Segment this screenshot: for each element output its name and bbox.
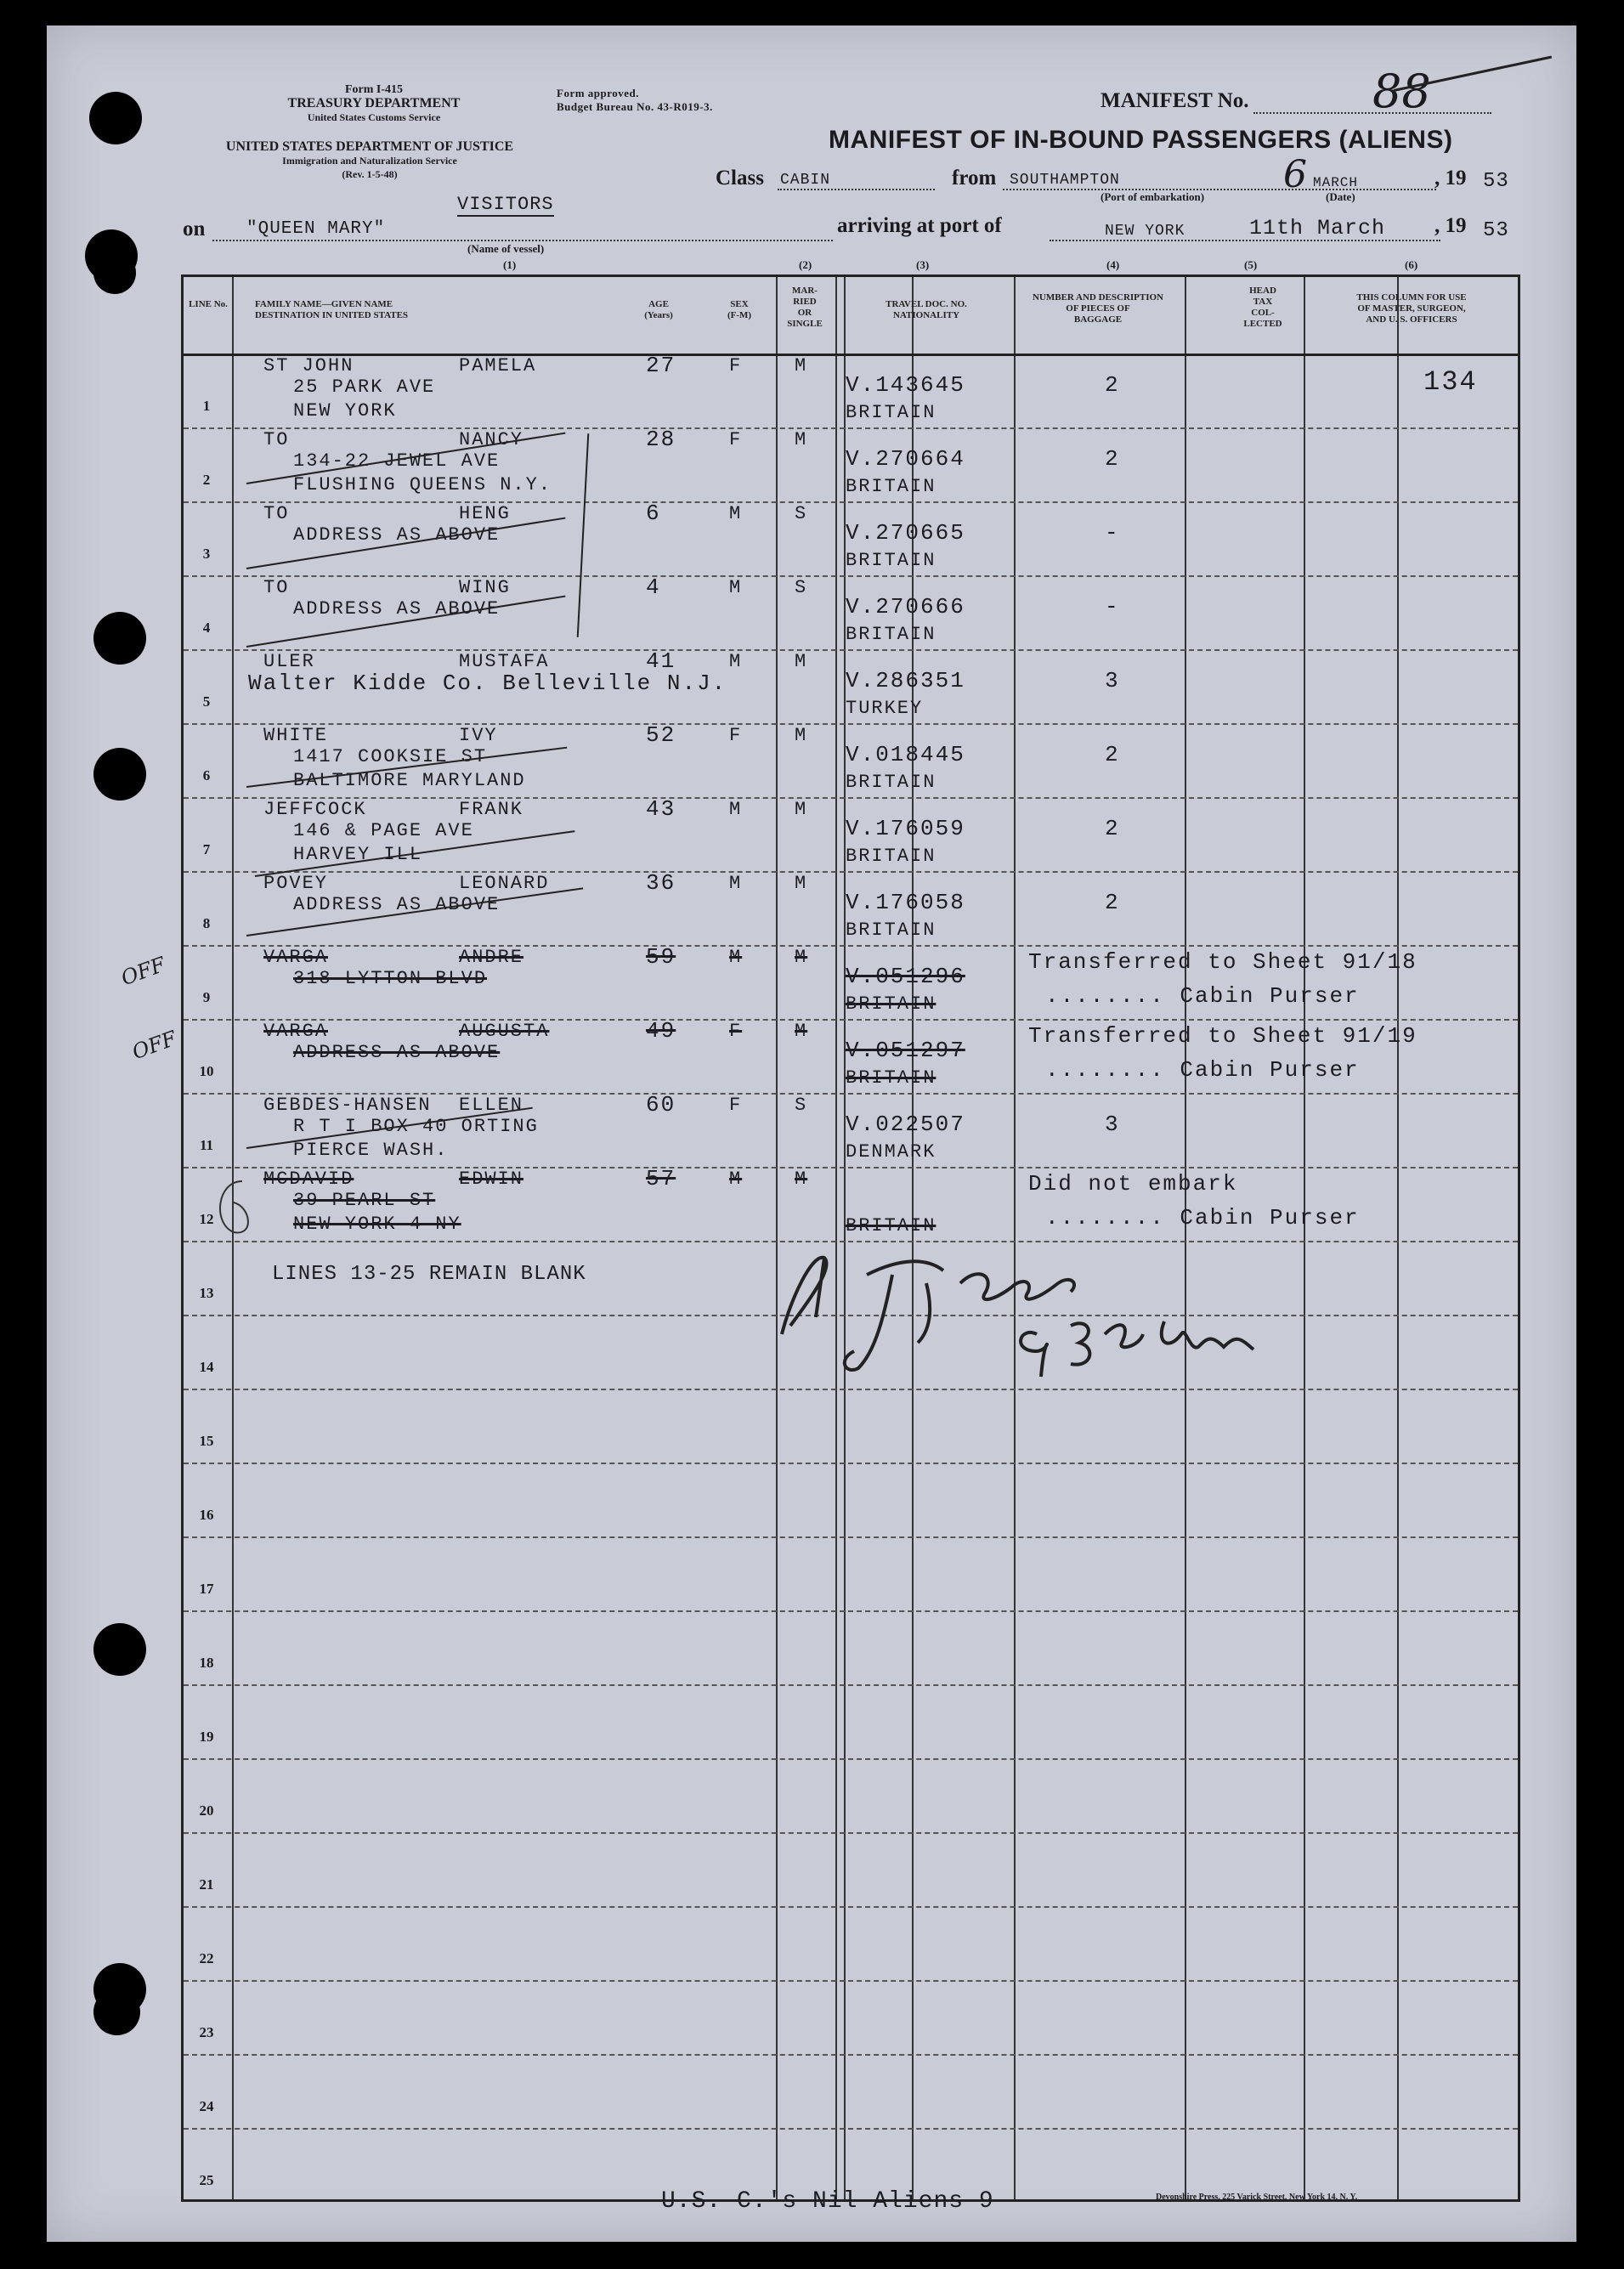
form-revision: (Rev. 1-5-48) [342, 168, 398, 180]
punch-hole [93, 748, 146, 801]
passenger-nationality: BRITAIN [846, 550, 936, 571]
row-divider [184, 649, 1518, 651]
passenger-family-name: ULER [263, 651, 315, 672]
passenger-given-name: ANDRE [459, 947, 524, 968]
passenger-address: ADDRESS AS ABOVE [293, 598, 501, 620]
passenger-nationality: BRITAIN [846, 402, 936, 423]
passenger-age: 49 [646, 1018, 676, 1044]
passenger-address: 318 LYTTON BLVD [293, 968, 488, 989]
line-number: 12 [199, 1211, 214, 1227]
vessel-caption: (Name of vessel) [467, 242, 545, 255]
line-number: 8 [202, 915, 211, 931]
passenger-family-name: POVEY [263, 873, 329, 894]
passenger-family-name: VARGA [263, 1021, 329, 1042]
passenger-address-city: NEW YORK 4 NY [293, 1214, 461, 1235]
from-fill [1003, 189, 1436, 190]
passenger-family-name: WHITE [263, 725, 329, 746]
line-number: 9 [202, 989, 211, 1005]
header-officers: THIS COLUMN FOR USE OF MASTER, SURGEON, AND U. S. OFFICERS [1356, 292, 1467, 325]
passenger-given-name: FRANK [459, 799, 524, 820]
passenger-sex: M [729, 947, 743, 968]
col-num-4: (4) [1106, 258, 1120, 271]
class-value: CABIN [780, 172, 831, 189]
passenger-age: 43 [646, 796, 676, 822]
line-number: 23 [199, 2024, 214, 2040]
passenger-given-name: HENG [459, 503, 511, 524]
punch-hole [89, 92, 142, 144]
line-number: 25 [199, 2172, 214, 2188]
passenger-sex: F [729, 725, 743, 746]
passenger-address: 146 & PAGE AVE [293, 820, 474, 841]
passenger-address-city: HARVEY ILL [293, 844, 423, 865]
passenger-address: 25 PARK AVE [293, 376, 436, 398]
line-number: 3 [202, 546, 211, 562]
travel-doc-number: V.270664 [846, 446, 965, 472]
margin-off-note: OFF [128, 1026, 180, 1065]
row-divider [184, 1906, 1518, 1908]
row-divider [184, 575, 1518, 577]
passenger-marital-status: M [795, 873, 808, 894]
passenger-marital-status: M [795, 651, 808, 672]
line-number: 19 [199, 1729, 214, 1745]
passenger-nationality: BRITAIN [846, 476, 936, 497]
passenger-sex: F [729, 1021, 743, 1042]
passenger-nationality: TURKEY [846, 698, 924, 719]
passenger-address: Walter Kidde Co. Belleville N.J. [248, 671, 727, 696]
baggage-count: - [1105, 594, 1120, 620]
row-divider [184, 501, 1518, 503]
arriving-label: arriving at port of [837, 214, 1002, 237]
visitors-label: VISITORS [457, 194, 554, 215]
line-number: 17 [199, 1581, 214, 1597]
travel-doc-number: V.286351 [846, 668, 965, 693]
passenger-address-city: FLUSHING QUEENS N.Y. [293, 474, 552, 495]
passenger-age: 6 [646, 501, 661, 526]
line-number: 21 [199, 1876, 214, 1893]
passenger-given-name: ELLEN [459, 1095, 524, 1116]
customs-stamp: U.S. C.'s Nil Aliens 9 [661, 2188, 994, 2215]
passenger-sex: M [729, 503, 743, 524]
travel-doc-number: V.176058 [846, 890, 965, 915]
row-divider [184, 1758, 1518, 1760]
justice-dept: UNITED STATES DEPARTMENT OF JUSTICE [225, 139, 514, 154]
row-divider [184, 1536, 1518, 1538]
purser-note: Transferred to Sheet 91/19 [1028, 1023, 1417, 1049]
passenger-age: 59 [646, 944, 676, 970]
passenger-given-name: IVY [459, 725, 498, 746]
inspector-signature [765, 1224, 1377, 1394]
header-head-tax: HEAD TAX COL- LECTED [1243, 286, 1282, 329]
passenger-address-city: BALTIMORE MARYLAND [293, 770, 526, 791]
passenger-given-name: PAMELA [459, 355, 537, 376]
passenger-marital-status: M [795, 947, 808, 968]
justice-block [174, 140, 565, 181]
header-gov-block [238, 83, 510, 124]
line-number: 13 [199, 1285, 214, 1301]
baggage-count: 3 [1105, 1112, 1120, 1137]
row-divider [184, 2054, 1518, 2056]
passenger-marital-status: S [795, 577, 808, 598]
arrival-port: NEW YORK [1105, 223, 1185, 240]
passenger-nationality: BRITAIN [846, 624, 936, 645]
baggage-count: 2 [1105, 816, 1120, 841]
passenger-nationality: BRITAIN [846, 846, 936, 867]
row-divider [184, 723, 1518, 725]
line-number: 20 [199, 1802, 214, 1819]
passenger-address: 134-22 JEWEL AVE [293, 450, 501, 472]
passenger-family-name: ST JOHN [263, 355, 354, 376]
passenger-marital-status: M [795, 1168, 808, 1190]
passenger-age: 28 [646, 427, 676, 452]
passenger-marital-status: M [795, 429, 808, 450]
passenger-marital-status: M [795, 355, 808, 376]
row-divider [184, 1980, 1518, 1982]
passenger-address: R T I BOX 40 ORTING [293, 1116, 539, 1137]
baggage-count: 2 [1105, 372, 1120, 398]
row-divider [184, 1019, 1518, 1021]
passenger-given-name: LEONARD [459, 873, 550, 894]
purser-signoff: ........ Cabin Purser [1045, 1057, 1360, 1083]
passenger-address: ADDRESS AS ABOVE [293, 894, 501, 915]
manifest-no-label: MANIFEST No. [1101, 89, 1249, 112]
passenger-sex: F [729, 429, 743, 450]
embark-port: SOUTHAMPTON [1010, 172, 1120, 189]
passenger-sex: M [729, 873, 743, 894]
travel-doc-number: V.176059 [846, 816, 965, 841]
passenger-address-city: NEW YORK [293, 400, 397, 422]
class-fill [778, 189, 935, 190]
passenger-nationality: DENMARK [846, 1141, 936, 1163]
passenger-address-city: PIERCE WASH. [293, 1140, 449, 1161]
col-num-5: (5) [1244, 258, 1258, 271]
header-married: MAR- RIED OR SINGLE [787, 286, 823, 329]
col-num-6: (6) [1405, 258, 1418, 271]
embark-year: 53 [1483, 170, 1509, 193]
line-number: 7 [202, 841, 211, 857]
row-divider [184, 945, 1518, 947]
passenger-family-name: MCDAVID [263, 1168, 354, 1190]
passenger-sex: M [729, 1168, 743, 1190]
line-number: 4 [202, 620, 211, 636]
passenger-address: ADDRESS AS ABOVE [293, 1042, 501, 1063]
passenger-marital-status: S [795, 503, 808, 524]
passenger-sex: F [729, 355, 743, 376]
line-number: 16 [199, 1507, 214, 1523]
col-num-3: (3) [916, 258, 930, 271]
ins-service: Immigration and Naturalization Service [282, 155, 457, 167]
form-number: Form I-415 [344, 83, 404, 96]
line-number: 14 [199, 1359, 214, 1375]
from-label: from [952, 167, 997, 190]
line-number: 1 [202, 398, 211, 414]
vessel-name: "QUEEN MARY" [246, 219, 386, 239]
line-number: 2 [202, 472, 211, 488]
row-divider [184, 2128, 1518, 2130]
travel-doc-number: V.270665 [846, 520, 965, 546]
row-divider [184, 871, 1518, 873]
line-number: 10 [199, 1063, 214, 1079]
row-divider [184, 1832, 1518, 1834]
col-num-2: (2) [799, 258, 812, 271]
blank-lines-note: LINES 13-25 REMAIN BLANK [272, 1263, 586, 1286]
row-divider [184, 1463, 1518, 1464]
passenger-family-name: TO [263, 503, 290, 524]
passenger-sex: M [729, 799, 743, 820]
passenger-marital-status: S [795, 1095, 808, 1116]
budget-bureau: Budget Bureau No. 43-R019-3. [557, 100, 713, 113]
passenger-marital-status: M [795, 1021, 808, 1042]
embark-year-prefix: , 19 [1434, 167, 1467, 190]
purser-signoff: ........ Cabin Purser [1045, 1205, 1360, 1231]
embark-caption: (Port of embarkation) [1101, 190, 1205, 203]
passenger-age: 41 [646, 648, 676, 674]
passenger-nationality: BRITAIN [846, 772, 936, 793]
line-number: 15 [199, 1433, 214, 1449]
date-caption: (Date) [1326, 190, 1355, 203]
header-sex: SEX (F-M) [727, 299, 752, 320]
passenger-address: 39 PEARL ST [293, 1190, 436, 1211]
passenger-family-name: TO [263, 577, 290, 598]
passenger-marital-status: M [795, 725, 808, 746]
vessel-fill [212, 240, 833, 241]
printer-imprint: Devonshire Press, 225 Varick Street, New York 14, N. Y. [1156, 2193, 1358, 2202]
col-num-1: (1) [503, 258, 517, 271]
passenger-given-name: WING [459, 577, 511, 598]
baggage-count: 2 [1105, 742, 1120, 767]
passenger-nationality: BRITAIN [846, 1067, 936, 1089]
customs-service: United States Customs Service [307, 111, 441, 123]
passenger-sex: M [729, 577, 743, 598]
header-baggage: NUMBER AND DESCRIPTION OF PIECES OF BAGGAGE [1032, 292, 1164, 325]
arrival-year-prefix: , 19 [1434, 214, 1467, 237]
travel-doc-number: V.270666 [846, 594, 965, 620]
purser-signoff: ........ Cabin Purser [1045, 983, 1360, 1009]
travel-doc-number: V.022507 [846, 1112, 965, 1137]
passenger-family-name: GEBDES-HANSEN [263, 1095, 432, 1116]
row-divider [184, 797, 1518, 799]
on-label: on [183, 218, 206, 240]
line-number: 24 [199, 2098, 214, 2114]
line-12-circle-mark [208, 1173, 259, 1241]
passenger-family-name: TO [263, 429, 290, 450]
baggage-count: 2 [1105, 890, 1120, 915]
embark-month: MARCH [1313, 175, 1359, 190]
manifest-title: MANIFEST OF IN-BOUND PASSENGERS (ALIENS) [829, 126, 1453, 154]
passenger-marital-status: M [795, 799, 808, 820]
passenger-age: 60 [646, 1092, 676, 1118]
baggage-count: 3 [1105, 668, 1120, 693]
travel-doc-number: V.051297 [846, 1038, 965, 1063]
purser-note: Did not embark [1028, 1171, 1238, 1197]
officer-count: 134 [1423, 366, 1478, 398]
passenger-age: 52 [646, 722, 676, 748]
line-number: 18 [199, 1655, 214, 1671]
purser-note: Transferred to Sheet 91/18 [1028, 949, 1417, 975]
header-travel-doc: TRAVEL DOC. NO. NATIONALITY [886, 299, 967, 320]
embark-day: 6 [1283, 153, 1307, 196]
passenger-nationality: BRITAIN [846, 1215, 936, 1236]
punch-hole [93, 252, 136, 294]
header-age: AGE (Years) [644, 299, 673, 320]
punch-hole [93, 1623, 146, 1676]
baggage-count: - [1105, 520, 1120, 546]
arrival-year: 53 [1483, 219, 1509, 242]
passenger-address: ADDRESS AS ABOVE [293, 524, 501, 546]
row-divider [184, 427, 1518, 429]
passenger-sex: F [729, 1095, 743, 1116]
travel-doc-number: V.143645 [846, 372, 965, 398]
line-number: 6 [202, 767, 211, 784]
travel-doc-number: V.018445 [846, 742, 965, 767]
baggage-count: 2 [1105, 446, 1120, 472]
line-number: 11 [199, 1137, 214, 1153]
passenger-family-name: VARGA [263, 947, 329, 968]
row-divider [184, 1684, 1518, 1686]
header-name: FAMILY NAME—GIVEN NAME DESTINATION IN UNITED STATES [255, 299, 409, 320]
treasury-dept: TREASURY DEPARTMENT [287, 96, 461, 110]
passenger-given-name: NANCY [459, 429, 524, 450]
line-number: 22 [199, 1950, 214, 1966]
passenger-given-name: EDWIN [459, 1168, 524, 1190]
class-label: Class [716, 167, 764, 190]
punch-hole [93, 612, 146, 665]
passenger-age: 4 [646, 574, 661, 600]
form-approved: Form approved. [557, 87, 640, 99]
punch-hole [93, 1989, 140, 2035]
passenger-nationality: BRITAIN [846, 919, 936, 941]
passenger-age: 57 [646, 1166, 676, 1191]
passenger-family-name: JEFFCOCK [263, 799, 367, 820]
travel-doc-number: V.051296 [846, 964, 965, 989]
passenger-address: 1417 COOKSIE ST [293, 746, 488, 767]
row-divider [184, 1167, 1518, 1168]
manifest-number: 88 [1372, 65, 1431, 118]
passenger-sex: M [729, 651, 743, 672]
passenger-given-name: AUGUSTA [459, 1021, 550, 1042]
row-divider [184, 1610, 1518, 1612]
passenger-age: 27 [646, 353, 676, 378]
margin-off-note: OFF [117, 952, 169, 991]
passenger-given-name: MUSTAFA [459, 651, 550, 672]
arrival-date: 11th March [1249, 216, 1386, 240]
passenger-age: 36 [646, 870, 676, 896]
header-line-no: LINE No. [189, 299, 228, 309]
passenger-nationality: BRITAIN [846, 993, 936, 1015]
line-number: 5 [202, 693, 211, 710]
